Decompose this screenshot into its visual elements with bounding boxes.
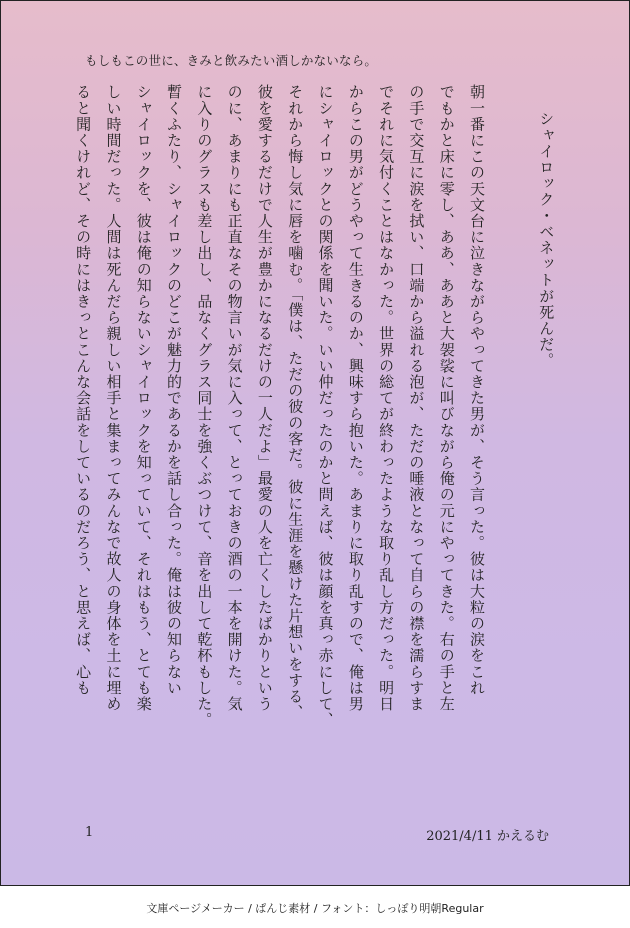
body-line: しい時間だった。人間は死んだら親しい相手と集まってみんなで故人の身体を土に埋め <box>104 84 123 712</box>
body-line: シャイロックを、彼は俺の知らないシャイロックを知っていて、それはもう、とても楽 <box>134 84 153 712</box>
body-line: のに、あまりにも正直なその物言いが気に入って、とっておきの酒の一本を開けた。気 <box>225 84 244 712</box>
body-text <box>74 84 492 804</box>
body-line: からこの男がどうやって生きるのか、興味すら抱いた。あまりに取り乱すので、俺は男 <box>346 84 365 712</box>
story-title: シャイロック・ベネットが死んだ。 <box>537 111 556 369</box>
body-line: でもかと床に零し、ああ、ああと大袈裟に叫びながら俺の元にやってきた。右の手と左 <box>437 84 456 712</box>
body-line: 暫くふたり、シャイロックのどこが魅力的であるかを話し合った。俺は彼の知らない <box>165 84 184 696</box>
body-line: に入りのグラスも差し出し、品なくグラス同士を強くぶつけて、音を出して乾杯もした。 <box>195 84 214 728</box>
credit-line: 文庫ページメーカー / ぱんじ素材 / フォント：しっぽり明朝Regular <box>146 902 484 915</box>
body-line: ると聞くけれど、その時にはきっとこんな会話をしているのだろう、と思えば、心も <box>74 84 93 696</box>
body-line: にシャイロックとの関係を聞いた。いい仲だったのかと問えば、彼は顔を真っ赤にして、 <box>316 84 335 728</box>
date-author: 2021/4/11 かえるむ <box>426 829 549 844</box>
body-line: 朝一番にこの天文台に泣きながらやってきた男が、そう言った。彼は大粒の涙をこれ <box>468 84 486 696</box>
body-line: でそれに気付くことはなかった。世界の総てが終わったような取り乱し方だった。明日 <box>377 84 396 712</box>
page-number: 1 <box>85 825 94 840</box>
body-line: の手で交互に涙を拭い、口端から溢れる泡が、ただの唾液となって自らの襟を濡らすま <box>407 84 426 712</box>
page-header-text: もしもこの世に、きみと飲みたい酒しかないなら。 <box>85 53 378 68</box>
body-line: それから悔し気に唇を噛む。「僕は、ただの彼の客だ。彼に生涯を懸けた片想いをする、 <box>286 84 305 721</box>
body-line: 彼を愛するだけで人生が豊かになるだけの一人だよ」最愛の人を亡くしたばかりという <box>255 84 274 712</box>
